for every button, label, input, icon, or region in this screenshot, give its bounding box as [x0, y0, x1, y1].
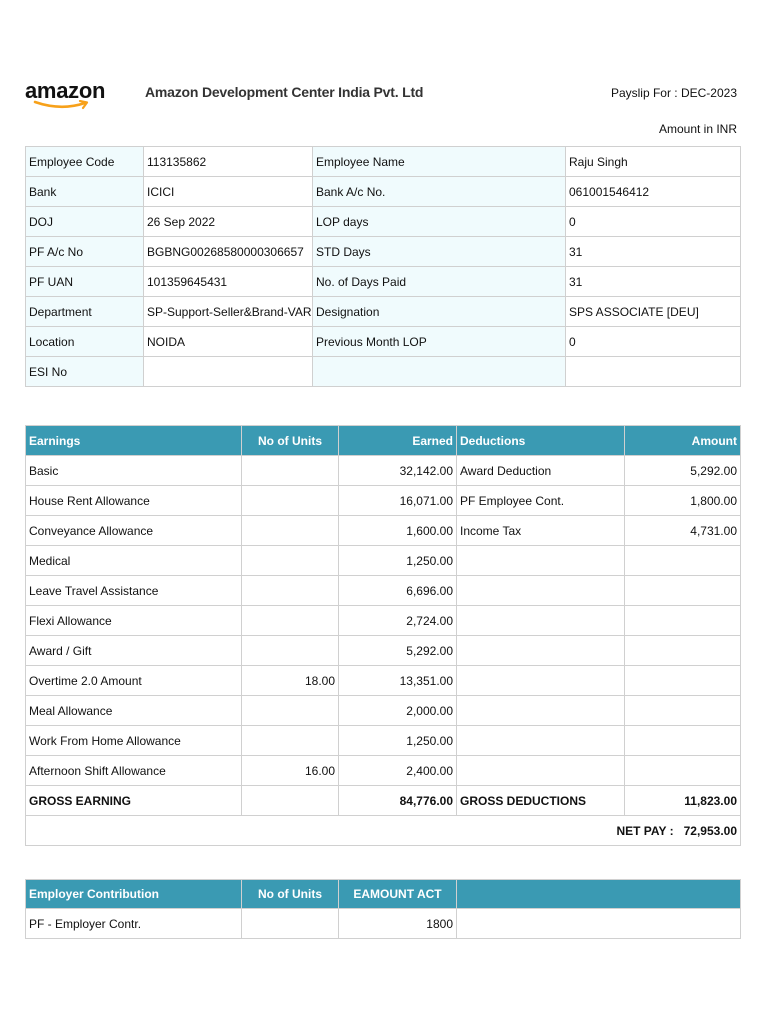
- info-value: 101359645431: [144, 267, 313, 297]
- payslip-header: [25, 72, 737, 112]
- deduction-name: [457, 576, 625, 606]
- totals-units: [242, 786, 339, 816]
- info-value: ICICI: [144, 177, 313, 207]
- info-row: [26, 177, 741, 207]
- earnings-row: [26, 546, 741, 576]
- info-label: Previous Month LOP: [313, 327, 566, 357]
- currency-note: Amount in INR: [658, 122, 737, 136]
- header-amount: Amount: [625, 426, 741, 456]
- earning-amount: 6,696.00: [339, 576, 457, 606]
- earning-units: [242, 486, 339, 516]
- info-value: SP-Support-Seller&Brand-VAR: [144, 297, 313, 327]
- employer-amount: 1800: [339, 909, 457, 939]
- earning-amount: 5,292.00: [339, 636, 457, 666]
- earnings-deductions-table: [25, 425, 741, 846]
- deduction-name: [457, 726, 625, 756]
- gross-earning-value: 84,776.00: [339, 786, 457, 816]
- earning-amount: 2,400.00: [339, 756, 457, 786]
- employer-contribution-name: PF - Employer Contr.: [26, 909, 242, 939]
- company-name: Amazon Development Center India Pvt. Ltd: [145, 84, 424, 100]
- net-pay-value: 72,953.00: [683, 823, 737, 838]
- info-label: STD Days: [313, 237, 566, 267]
- earnings-row: [26, 666, 741, 696]
- earning-units: [242, 636, 339, 666]
- amazon-logo: [25, 78, 115, 112]
- net-pay-row: [26, 816, 741, 846]
- header-blank: [457, 880, 741, 909]
- deduction-name: Income Tax: [457, 516, 625, 546]
- info-label: DOJ: [26, 207, 144, 237]
- earning-amount: 1,250.00: [339, 546, 457, 576]
- earning-amount: 1,600.00: [339, 516, 457, 546]
- info-value: SPS ASSOCIATE [DEU]: [566, 297, 741, 327]
- earning-name: Flexi Allowance: [26, 606, 242, 636]
- net-pay-label: NET PAY :: [616, 823, 674, 838]
- earnings-row: [26, 606, 741, 636]
- info-value: [566, 357, 741, 387]
- gross-deductions-label: GROSS DEDUCTIONS: [457, 786, 625, 816]
- info-label: ESI No: [26, 357, 144, 387]
- earning-amount: 2,000.00: [339, 696, 457, 726]
- earning-units: [242, 696, 339, 726]
- info-label: Designation: [313, 297, 566, 327]
- earning-units: [242, 456, 339, 486]
- earning-amount: 1,250.00: [339, 726, 457, 756]
- header-no-of-units: No of Units: [242, 426, 339, 456]
- deduction-amount: [625, 726, 741, 756]
- deduction-amount: [625, 546, 741, 576]
- earnings-header-row: [26, 426, 741, 456]
- info-label: Employee Code: [26, 147, 144, 177]
- info-row: [26, 327, 741, 357]
- earning-name: Leave Travel Assistance: [26, 576, 242, 606]
- gross-deductions-value: 11,823.00: [625, 786, 741, 816]
- deduction-name: [457, 636, 625, 666]
- header-employer-contribution: Employer Contribution: [26, 880, 242, 909]
- earning-units: [242, 606, 339, 636]
- info-label: Department: [26, 297, 144, 327]
- deduction-amount: 4,731.00: [625, 516, 741, 546]
- info-label: Employee Name: [313, 147, 566, 177]
- info-value: 0: [566, 327, 741, 357]
- info-value: 061001546412: [566, 177, 741, 207]
- employer-contribution-table: [25, 879, 741, 939]
- earning-units: [242, 516, 339, 546]
- deduction-name: [457, 606, 625, 636]
- earning-amount: 2,724.00: [339, 606, 457, 636]
- info-row: [26, 147, 741, 177]
- info-value: 31: [566, 267, 741, 297]
- deduction-amount: [625, 606, 741, 636]
- info-value: Raju Singh: [566, 147, 741, 177]
- header-deductions: Deductions: [457, 426, 625, 456]
- deduction-amount: [625, 576, 741, 606]
- earning-name: Award / Gift: [26, 636, 242, 666]
- header-employer-units: No of Units: [242, 880, 339, 909]
- deduction-name: [457, 546, 625, 576]
- deduction-amount: [625, 636, 741, 666]
- earnings-row: [26, 696, 741, 726]
- earnings-row: [26, 726, 741, 756]
- employer-units: [242, 909, 339, 939]
- payslip-period: Payslip For : DEC-2023: [610, 86, 737, 100]
- info-label: PF A/c No: [26, 237, 144, 267]
- deduction-amount: 1,800.00: [625, 486, 741, 516]
- earnings-row: [26, 756, 741, 786]
- info-label: Bank: [26, 177, 144, 207]
- earning-name: Basic: [26, 456, 242, 486]
- header-eamount-act: EAMOUNT ACT: [339, 880, 457, 909]
- employer-blank: [457, 909, 741, 939]
- earning-name: Meal Allowance: [26, 696, 242, 726]
- deduction-name: [457, 756, 625, 786]
- employer-header-row: [26, 880, 741, 909]
- info-row: [26, 237, 741, 267]
- logo-text: amazon: [25, 78, 106, 103]
- info-value: NOIDA: [144, 327, 313, 357]
- deduction-name: [457, 696, 625, 726]
- deduction-amount: 5,292.00: [625, 456, 741, 486]
- header-earnings: Earnings: [26, 426, 242, 456]
- info-value: 26 Sep 2022: [144, 207, 313, 237]
- earning-amount: 16,071.00: [339, 486, 457, 516]
- earning-units: [242, 576, 339, 606]
- info-label: Location: [26, 327, 144, 357]
- earning-name: Medical: [26, 546, 242, 576]
- earning-units: [242, 546, 339, 576]
- info-label: [313, 357, 566, 387]
- employer-row: [26, 909, 741, 939]
- info-value: 31: [566, 237, 741, 267]
- info-label: LOP days: [313, 207, 566, 237]
- earnings-row: [26, 456, 741, 486]
- info-value: BGBNG00268580000306657: [144, 237, 313, 267]
- earnings-row: [26, 576, 741, 606]
- info-label: No. of Days Paid: [313, 267, 566, 297]
- info-row: [26, 357, 741, 387]
- info-value: [144, 357, 313, 387]
- net-pay-cell: [26, 816, 741, 846]
- deduction-amount: [625, 756, 741, 786]
- info-row: [26, 207, 741, 237]
- earning-name: Conveyance Allowance: [26, 516, 242, 546]
- deduction-name: PF Employee Cont.: [457, 486, 625, 516]
- earning-name: House Rent Allowance: [26, 486, 242, 516]
- earning-name: Afternoon Shift Allowance: [26, 756, 242, 786]
- info-row: [26, 297, 741, 327]
- earnings-row: [26, 636, 741, 666]
- info-row: [26, 267, 741, 297]
- deduction-name: [457, 666, 625, 696]
- deduction-name: Award Deduction: [457, 456, 625, 486]
- earning-units: 18.00: [242, 666, 339, 696]
- earning-amount: 32,142.00: [339, 456, 457, 486]
- header-earned: Earned: [339, 426, 457, 456]
- earnings-row: [26, 516, 741, 546]
- earning-units: 16.00: [242, 756, 339, 786]
- info-label: Bank A/c No.: [313, 177, 566, 207]
- earning-amount: 13,351.00: [339, 666, 457, 696]
- info-value: 0: [566, 207, 741, 237]
- gross-earning-label: GROSS EARNING: [26, 786, 242, 816]
- earning-name: Overtime 2.0 Amount: [26, 666, 242, 696]
- info-value: 113135862: [144, 147, 313, 177]
- earning-units: [242, 726, 339, 756]
- earnings-row: [26, 486, 741, 516]
- employee-info-table: [25, 146, 741, 387]
- deduction-amount: [625, 696, 741, 726]
- earning-name: Work From Home Allowance: [26, 726, 242, 756]
- smile-icon: [33, 100, 93, 110]
- info-label: PF UAN: [26, 267, 144, 297]
- totals-row: [26, 786, 741, 816]
- deduction-amount: [625, 666, 741, 696]
